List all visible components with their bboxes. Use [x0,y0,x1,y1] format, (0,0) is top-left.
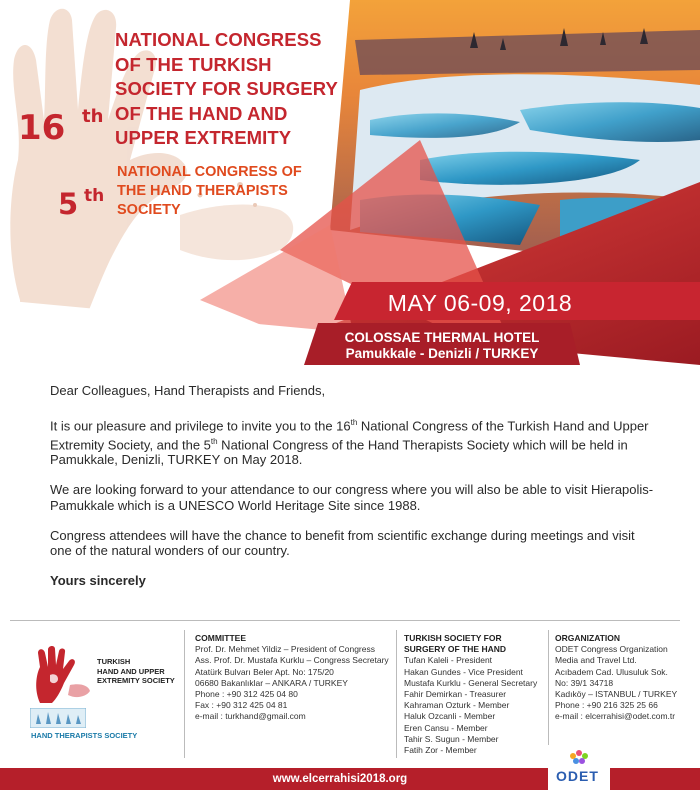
organization-line: No: 39/1 34718 [555,677,614,688]
odet-wordmark: ODET [556,768,599,784]
hand-society-logo [30,645,94,705]
committee-fax: Fax : +90 312 425 04 81 [195,700,288,711]
hero-banner [0,0,700,365]
edition-number-main: 16 [18,108,66,148]
congress-date: MAY 06-09, 2018 [387,290,573,316]
committee-line: Atatürk Bulvarı Beler Apt. No: 175/20 [195,666,334,677]
society-member: Tufan Kaleli - President [404,655,493,666]
organization-phone: Phone : +90 216 325 25 66 [555,700,658,711]
paragraph-1-text-c: National Congress of the Hand Therapists Society which will be held in Pamukkale, Denizli, TURKEY on May 2018. [50,437,628,468]
organization-line: Kadıköy – ISTANBUL / TURKEY [555,689,678,700]
organization-line: ODET Congress Organization [555,644,668,655]
committee-line: Prof. Dr. Mehmet Yildiz – President of Congress [195,644,375,655]
greeting: Dear Colleagues, Hand Therapists and Friends, [50,383,326,398]
committee-phone: Phone : +90 312 425 04 80 [195,689,298,700]
committee-line: Ass. Prof. Dr. Mustafa Kurklu – Congress Secretary [195,655,389,666]
hand-therapists-logo [30,708,86,728]
paragraph-1-sup-1: th [350,418,358,428]
hand-society-name-line: TURKISH [97,657,131,666]
society-member: Mustafa Kurklu - General Secretary [404,677,538,688]
congress-title-second: NATIONAL CONGRESS OF THE HAND THERAPISTS SOCIETY [117,164,302,218]
closing: Yours sincerely [50,573,146,589]
organization-line: Media and Travel Ltd. [555,655,637,666]
committee-heading: COMMITTEE [195,633,246,643]
committee-column [195,633,389,723]
society-member: Kahraman Ozturk - Member [404,700,510,711]
odet-flower-icon [548,745,610,769]
paragraph-2: We are looking forward to your attendance to our congress where you will also be able to visit Hierapolis-Pamukkale which is a UNESCO World Heritage Site since 1988. [50,482,654,513]
invitation-letter [50,383,655,603]
edition-suffix-second: th [84,186,105,206]
society-heading: TURKISH SOCIETY FOR [404,633,502,643]
organization-column [555,633,677,723]
divider [10,620,680,621]
society-member: Fahir Demirkan - Treasurer [404,689,507,700]
column-divider [396,630,397,758]
paragraph-1-text-a: It is our pleasure and privilege to invite you to the 16 [50,418,351,434]
venue-location: Pamukkale - Denizli / TURKEY [345,346,539,361]
hand-therapists-name: HAND THERAPISTS SOCIETY [31,731,138,740]
hand-society-name-line: EXTREMITY SOCIETY [97,676,175,685]
hand-society-name [97,657,175,686]
column-divider [184,630,185,758]
paragraph-1-text-b: National Congress of the Turkish Hand and Upper Extremity Society, and the 5 [50,418,649,453]
column-divider [548,630,549,758]
organization-line: Acıbadem Cad. Ulusuluk Sok. [555,666,668,677]
organization-heading: ORGANIZATION [555,633,621,643]
society-member: Eren Cansu - Member [404,722,488,733]
society-member: Tahir S. Sugun - Member [404,733,499,744]
organization-email: e-mail : elcerrahisi@odet.com.tr [555,711,676,722]
society-member: Haluk Ozcanli - Member [404,711,496,722]
website-link[interactable]: www.elcerrahisi2018.org [272,773,408,785]
edition-suffix-main: th [82,106,104,127]
venue-name: COLOSSAE THERMAL HOTEL [344,330,540,345]
paragraph-3: Congress attendees will have the chance to benefit from scientific exchange during meetings and visit one of the natural wonders of our country. [50,527,635,559]
society-member: Fatih Zor - Member [404,745,477,756]
congress-title-main: NATIONAL CONGRESS OF THE TURKISH SOCIETY FOR SURGERY OF THE HAND AND UPPER EXTREMITY [115,29,338,148]
society-heading: SURGERY OF THE HAND [404,644,507,655]
committee-email: e-mail : turkhand@gmail.com [195,711,306,722]
society-member: Hakan Gundes - Vice President [404,666,523,677]
paragraph-1 [50,415,655,467]
edition-number-second: 5 [58,187,79,221]
paragraph-1-sup-2: th [210,436,218,446]
committee-line: 06680 Bakanlıklar – ANKARA / TURKEY [195,677,348,688]
society-column [404,633,537,756]
hand-society-name-line: HAND AND UPPER [97,666,165,676]
